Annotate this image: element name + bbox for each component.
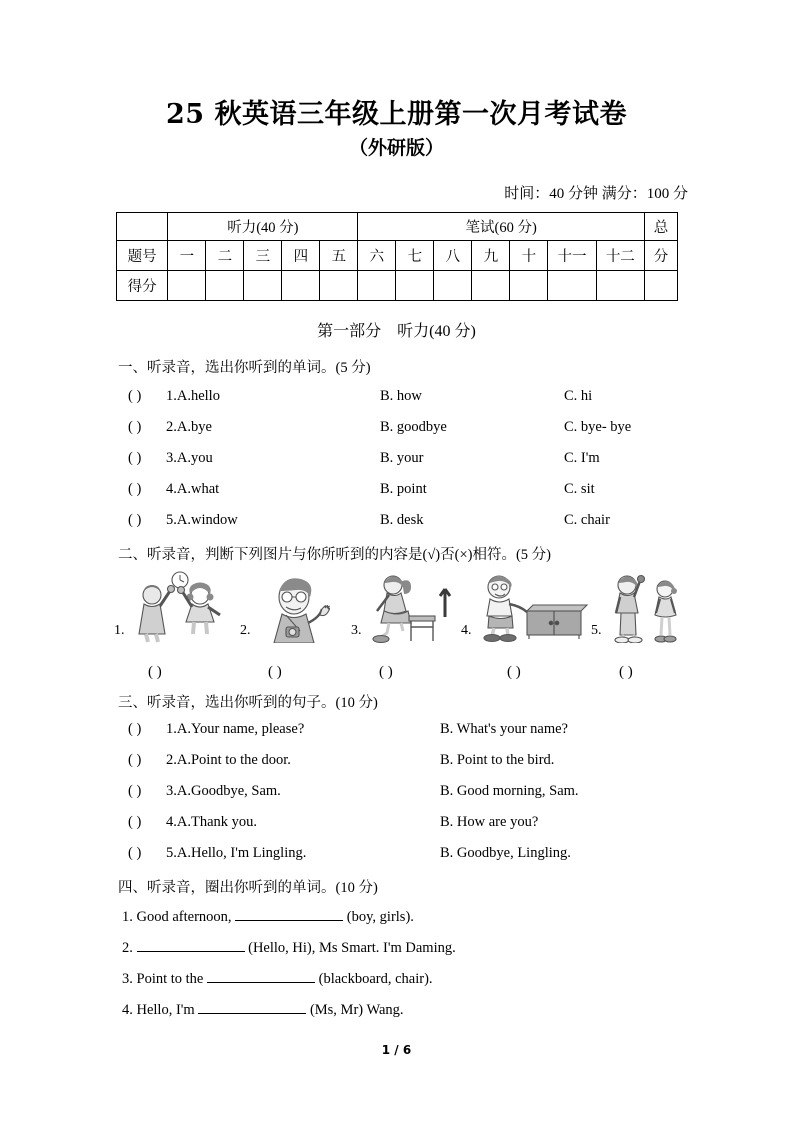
q3-4-option-a[interactable]: 4.A.Thank you. xyxy=(166,814,258,830)
picture-item-1 xyxy=(114,566,234,681)
girl-standing-up-from-chair-icon xyxy=(367,571,455,643)
fill-2-after: (Hello, Hi), Ms Smart. I'm Daming. xyxy=(248,940,456,956)
question-row-1-4 xyxy=(128,481,688,499)
q3-2-option-b[interactable]: B. Point to the bird. xyxy=(440,752,555,768)
q3-1-option-b[interactable]: B. What's your name? xyxy=(440,721,568,737)
q1-1-option-c[interactable]: C. hi xyxy=(564,388,593,404)
picture-item-2 xyxy=(240,566,350,681)
question-row-3-5 xyxy=(128,845,688,863)
score-cell-5[interactable] xyxy=(320,271,358,301)
question-row-1-5 xyxy=(128,512,688,530)
q3-2-option-a[interactable]: 2.A.Point to the door. xyxy=(166,752,291,768)
q3-5-option-b[interactable]: B. Goodbye, Lingling. xyxy=(440,845,571,861)
q3-5-option-a[interactable]: 5.A.Hello, I'm Lingling. xyxy=(166,845,307,861)
q1-1-bracket: ( ) xyxy=(128,388,142,404)
score-table-qnum-3: 三 xyxy=(244,241,282,271)
score-table-group-listening: 听力(40 分) xyxy=(168,213,358,241)
q1-2-answer-slot[interactable] xyxy=(128,419,212,436)
picture-2-answer-paren[interactable]: ( ) xyxy=(268,664,282,680)
score-table-row-label-score: 得分 xyxy=(117,271,168,301)
picture-3-index: 3. xyxy=(351,623,362,638)
section-1-heading: 一、听录音，选出你听到的单词。(5 分) xyxy=(118,360,371,376)
score-table-qnum-6: 六 xyxy=(358,241,396,271)
q3-3-option-b[interactable]: B. Good morning, Sam. xyxy=(440,783,579,799)
fill-row-4 xyxy=(122,1000,404,1019)
q1-5-answer-slot[interactable] xyxy=(128,512,238,529)
q1-3-bracket: ( ) xyxy=(128,450,142,466)
score-table-qnum-11: 十一 xyxy=(548,241,596,271)
score-cell-2[interactable] xyxy=(206,271,244,301)
score-cell-11[interactable] xyxy=(548,271,596,301)
q1-5-option-a[interactable]: 5.A.window xyxy=(166,512,238,528)
score-table-score-row xyxy=(117,271,678,301)
score-table-qnum-10: 十 xyxy=(510,241,548,271)
picture-5-index: 5. xyxy=(591,623,602,638)
question-row-3-2 xyxy=(128,752,688,770)
fill-3-after: (blackboard, chair). xyxy=(318,971,433,987)
q3-4-bracket: ( ) xyxy=(128,814,142,830)
q1-2-bracket: ( ) xyxy=(128,419,142,435)
q3-2-answer-slot[interactable] xyxy=(128,752,291,769)
score-cell-9[interactable] xyxy=(472,271,510,301)
fill-4-blank[interactable] xyxy=(198,1000,306,1014)
score-cell-8[interactable] xyxy=(434,271,472,301)
question-row-1-1 xyxy=(128,388,688,406)
score-cell-3[interactable] xyxy=(244,271,282,301)
q3-5-answer-slot[interactable] xyxy=(128,845,306,862)
picture-item-4 xyxy=(461,566,591,681)
score-table-qnum-8: 八 xyxy=(434,241,472,271)
exam-meta-line: 时间：40 分钟 满分：100 分 xyxy=(504,186,688,202)
q1-1-option-b[interactable]: B. how xyxy=(380,388,422,404)
fill-3-blank[interactable] xyxy=(207,969,315,983)
fill-2-blank[interactable] xyxy=(137,938,245,952)
q1-1-answer-slot[interactable] xyxy=(128,388,220,405)
fill-row-1 xyxy=(122,907,414,926)
page-subtitle: （外研版） xyxy=(348,137,444,159)
two-children-waving-clock-icon xyxy=(130,571,230,643)
q3-1-option-a[interactable]: 1.A.Your name, please? xyxy=(166,721,305,737)
fill-4-before: 4. Hello, I'm xyxy=(122,1002,195,1018)
page-title: 25 秋英语三年级上册第一次月考试卷 xyxy=(166,99,627,130)
score-cell-1[interactable] xyxy=(168,271,206,301)
q3-4-answer-slot[interactable] xyxy=(128,814,257,831)
score-cell-7[interactable] xyxy=(396,271,434,301)
q3-3-option-a[interactable]: 3.A.Goodbye, Sam. xyxy=(166,783,281,799)
question-row-3-3 xyxy=(128,783,688,801)
picture-3-answer-paren[interactable]: ( ) xyxy=(379,664,393,680)
q3-2-bracket: ( ) xyxy=(128,752,142,768)
picture-judgement-row xyxy=(114,566,684,681)
picture-2-index: 2. xyxy=(240,623,251,638)
q1-5-option-b[interactable]: B. desk xyxy=(380,512,424,528)
fill-1-after: (boy, girls). xyxy=(346,909,414,925)
q1-2-option-b[interactable]: B. goodbye xyxy=(380,419,447,435)
q1-5-option-c[interactable]: C. chair xyxy=(564,512,610,528)
fill-1-before: 1. Good afternoon, xyxy=(122,909,232,925)
picture-5-answer-paren[interactable]: ( ) xyxy=(619,664,633,680)
score-table-total-top: 总 xyxy=(644,213,677,241)
score-table-total-bottom: 分 xyxy=(644,241,677,271)
score-cell-total[interactable] xyxy=(644,271,677,301)
question-row-3-1 xyxy=(128,721,688,739)
score-table-number-row xyxy=(117,241,678,271)
score-table-qnum-12: 十二 xyxy=(596,241,644,271)
section-3-heading: 三、听录音，选出你听到的句子。(10 分) xyxy=(118,695,378,711)
q1-2-option-c[interactable]: C. bye- bye xyxy=(564,419,632,435)
fill-2-before: 2. xyxy=(122,940,133,956)
fill-4-after: (Ms, Mr) Wang. xyxy=(309,1002,404,1018)
part-one-name: 听力(40 分) xyxy=(397,323,476,340)
page-footer: 1 / 6 xyxy=(381,1043,412,1057)
score-table-corner-cell xyxy=(117,213,168,241)
q3-1-answer-slot[interactable] xyxy=(128,721,304,738)
score-table-qnum-7: 七 xyxy=(396,241,434,271)
q3-4-option-b[interactable]: B. How are you? xyxy=(440,814,539,830)
picture-1-answer-paren[interactable]: ( ) xyxy=(148,664,162,680)
part-one-label: 第一部分 xyxy=(317,323,382,340)
score-table-row-label-number: 题号 xyxy=(117,241,168,271)
part-one-heading xyxy=(0,318,793,341)
q3-1-bracket: ( ) xyxy=(128,721,142,737)
section-2-heading: 二、听录音，判断下列图片与你所听到的内容是(√)否(×)相符。(5 分) xyxy=(118,547,551,563)
question-row-1-2 xyxy=(128,419,688,437)
score-table xyxy=(116,212,678,301)
question-row-1-3 xyxy=(128,450,688,468)
score-cell-12[interactable] xyxy=(596,271,644,301)
q1-4-option-b[interactable]: B. point xyxy=(380,481,427,497)
q3-3-bracket: ( ) xyxy=(128,783,142,799)
fill-1-blank[interactable] xyxy=(235,907,343,921)
score-table-qnum-5: 五 xyxy=(320,241,358,271)
fill-3-before: 3. Point to the xyxy=(122,971,204,987)
score-table-qnum-4: 四 xyxy=(282,241,320,271)
score-table-qnum-9: 九 xyxy=(472,241,510,271)
q1-2-option-a[interactable]: 2.A.bye xyxy=(166,419,212,435)
q3-5-bracket: ( ) xyxy=(128,845,142,861)
q1-5-bracket: ( ) xyxy=(128,512,142,528)
boy-waving-and-girl-icon xyxy=(607,571,685,643)
q1-4-option-a[interactable]: 4.A.what xyxy=(166,481,220,497)
q1-1-option-a[interactable]: 1.A.hello xyxy=(166,388,220,404)
picture-item-5 xyxy=(591,566,686,681)
picture-4-answer-paren[interactable]: ( ) xyxy=(507,664,521,680)
score-table-qnum-2: 二 xyxy=(206,241,244,271)
score-table-qnum-1: 一 xyxy=(168,241,206,271)
section-4-heading: 四、听录音，圈出你听到的单词。(10 分) xyxy=(118,880,378,896)
fill-row-2 xyxy=(122,938,456,957)
q3-3-answer-slot[interactable] xyxy=(128,783,281,800)
q1-4-bracket: ( ) xyxy=(128,481,142,497)
q1-3-option-a[interactable]: 3.A.you xyxy=(166,450,213,466)
picture-1-index: 1. xyxy=(114,623,125,638)
q1-3-option-c[interactable]: C. I'm xyxy=(564,450,600,466)
picture-item-3 xyxy=(351,566,461,681)
picture-4-index: 4. xyxy=(461,623,472,638)
score-table-group-row xyxy=(117,213,678,241)
score-cell-10[interactable] xyxy=(510,271,548,301)
fill-row-3 xyxy=(122,969,433,988)
q1-3-option-b[interactable]: B. your xyxy=(380,450,424,466)
question-row-3-4 xyxy=(128,814,688,832)
score-cell-4[interactable] xyxy=(282,271,320,301)
q1-4-answer-slot[interactable] xyxy=(128,481,219,498)
q1-4-option-c[interactable]: C. sit xyxy=(564,481,595,497)
score-table-group-written: 笔试(60 分) xyxy=(358,213,645,241)
q1-3-answer-slot[interactable] xyxy=(128,450,213,467)
boy-pointing-at-desk-icon xyxy=(477,571,589,643)
score-cell-6[interactable] xyxy=(358,271,396,301)
man-with-camera-waving-icon xyxy=(256,571,346,643)
